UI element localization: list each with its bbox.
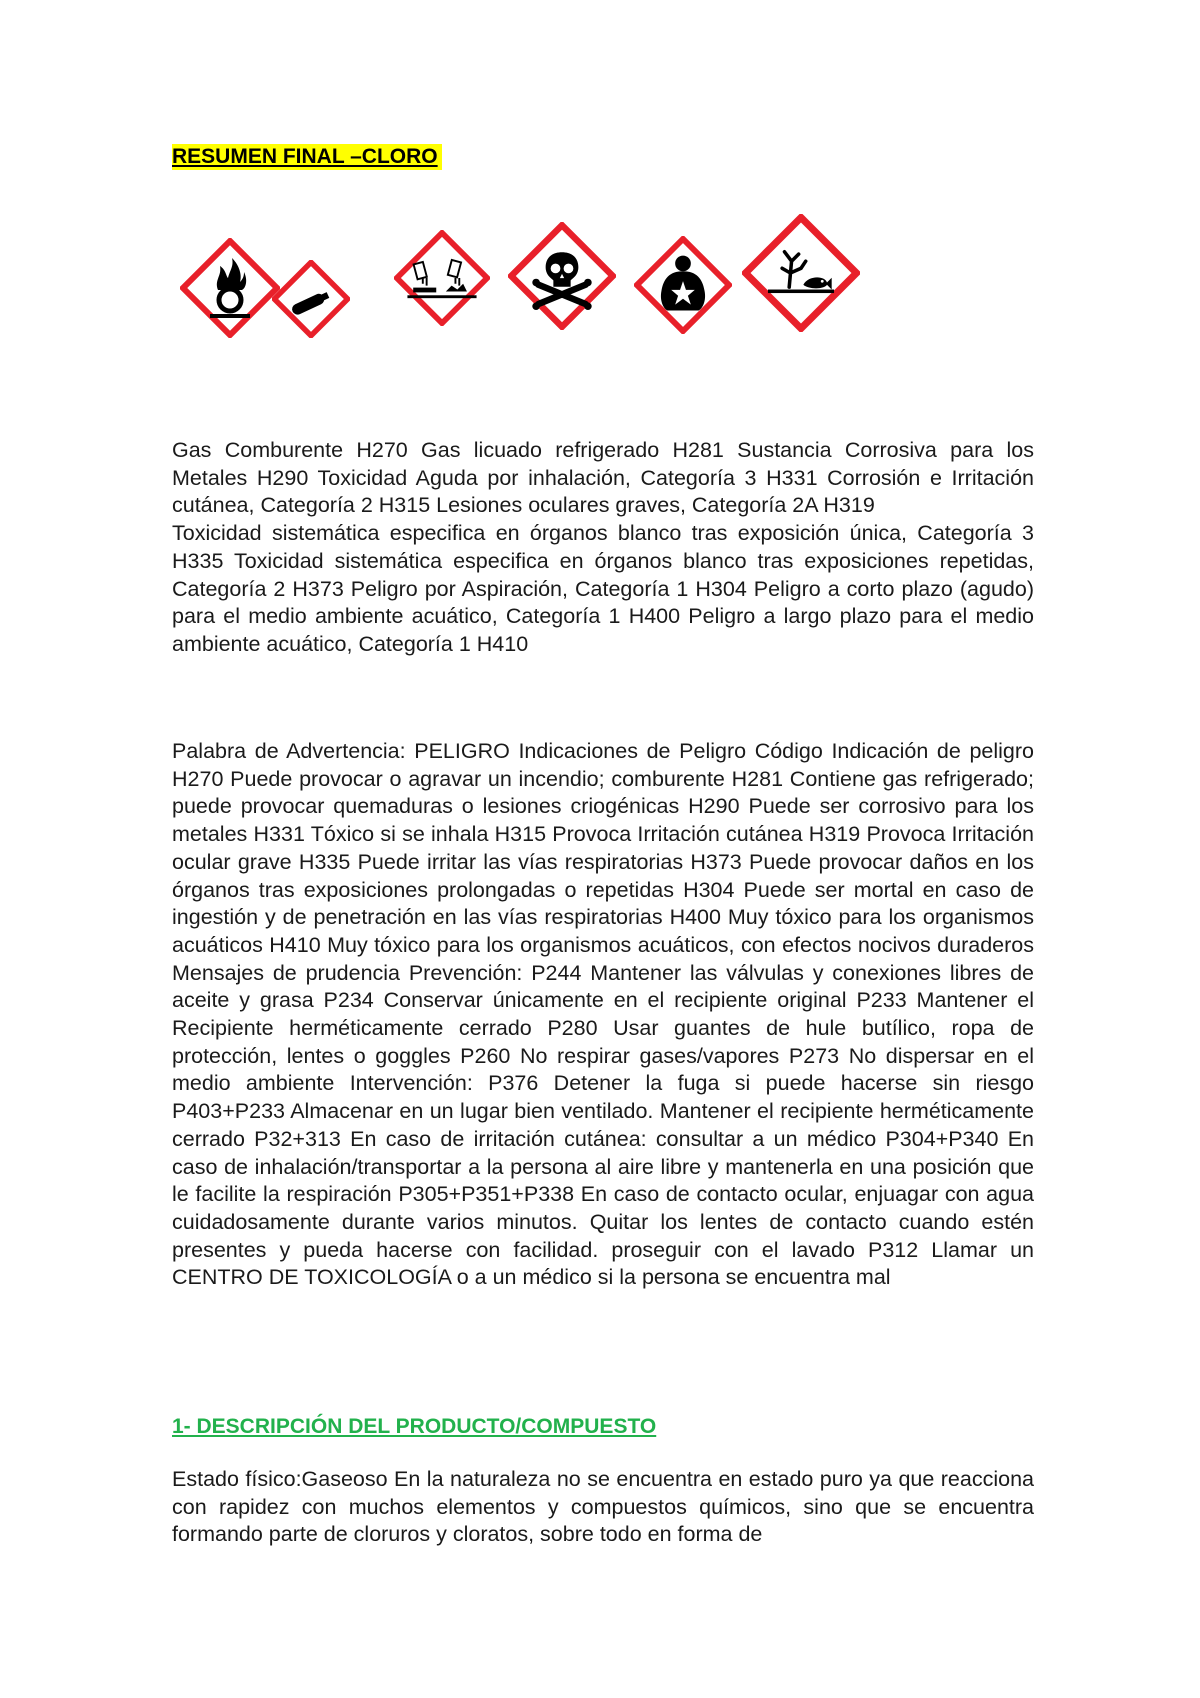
health-hazard-icon — [634, 236, 732, 334]
document-title: RESUMEN FINAL –CLORO — [172, 144, 442, 170]
ghs-pictograms — [172, 230, 1034, 360]
precaution-paragraph: Palabra de Advertencia: PELIGRO Indicaciones de Peligro Código Indicación de peligro H270 Puede provocar o agravar un incendio; comburente H281 Contiene gas refrigerado; puede provocar quemaduras o lesiones criogénicas H290 Puede ser corrosivo para los metales H331 Tóxico si se inhala H315 Provoca Irritación cutánea H319 Provoca Irritación ocular grave H335 Puede irritar las vías respiratorias H373 Puede provocar daños en los órganos tras exposiciones prolongadas o repetidas H304 Puede ser mortal en caso de ingestión y de penetración en las vías respiratorias H400 Muy tóxico para los organismos acuáticos H410 Muy tóxico para los organismos acuáticos, con efectos nocivos duraderos Mensajes de prudencia Prevención: P244 Mantener las válvulas y conexiones libres de aceite y grasa P234 Conservar únicamente en el recipiente original P233 Mantener el Recipiente herméticamente cerrado P280 Usar guantes de hule butílico, ropa de protección, lentes o goggles P260 No respirar gases/vapores P273 No dispersar en el medio ambiente Intervención: P376 Detener la fuga si puede hacerse sin riesgo P403+P233 Almacenar en un lugar bien ventilado. Mantener el recipiente herméticamente cerrado P32+313 En caso de irritación cutánea: consultar a un médico P304+P340 En caso de inhalación/transportar a la persona al aire libre y mantenerla en una posición que le facilite la respiración P305+P351+P338 En caso de contacto ocular, enjuagar con agua cuidadosamente durante varios minutos. Quitar los lentes de contacto cuando estén presentes y pueda hacerse con facilidad. proseguir con el lavado P312 Llamar un CENTRO DE TOXICOLOGÍA o a un médico si la persona se encuentra mal — [172, 739, 1034, 1290]
hazard-statements-paragraph — [172, 437, 1034, 659]
product-description-paragraph: Estado físico:Gaseoso En la naturaleza no se encuentra en estado puro ya que reacciona con rapidez con muchos elementos y compuestos químicos, sino que se encuentra formando parte de cloruros y cloratos, sobre todo en forma de — [172, 1467, 1034, 1547]
hazard-statements-part-1: Gas Comburente H270 Gas licuado refrigerado H281 Sustancia Corrosiva para los Metales H290 Toxicidad Aguda por inhalación, Categoría 3 H331 Corrosión e Irritación cutánea, Categoría 2 H315 Lesiones oculares graves, Categoría 2A H319 — [172, 438, 1034, 518]
environment-icon — [742, 214, 860, 332]
hazard-statements-part-2: Toxicidad sistemática especifica en órganos blanco tras exposición única, Categoría 3 H335 Toxicidad sistemática especifica en órganos blanco tras exposiciones repetidas, Categoría 2 H373 Peligro por Aspiración, Categoría 1 H304 Peligro a corto plazo (agudo) para el medio ambiente acuático, Categoría 1 H400 Peligro a largo plazo para el medio ambiente acuático, Categoría 1 H410 — [172, 521, 1034, 656]
skull-crossbones-icon — [508, 222, 616, 330]
section-1-heading: 1- DESCRIPCIÓN DEL PRODUCTO/COMPUESTO — [172, 1415, 657, 1438]
flame-over-circle-icon — [180, 238, 280, 338]
corrosion-icon — [394, 230, 490, 326]
gas-cylinder-icon — [272, 260, 350, 338]
